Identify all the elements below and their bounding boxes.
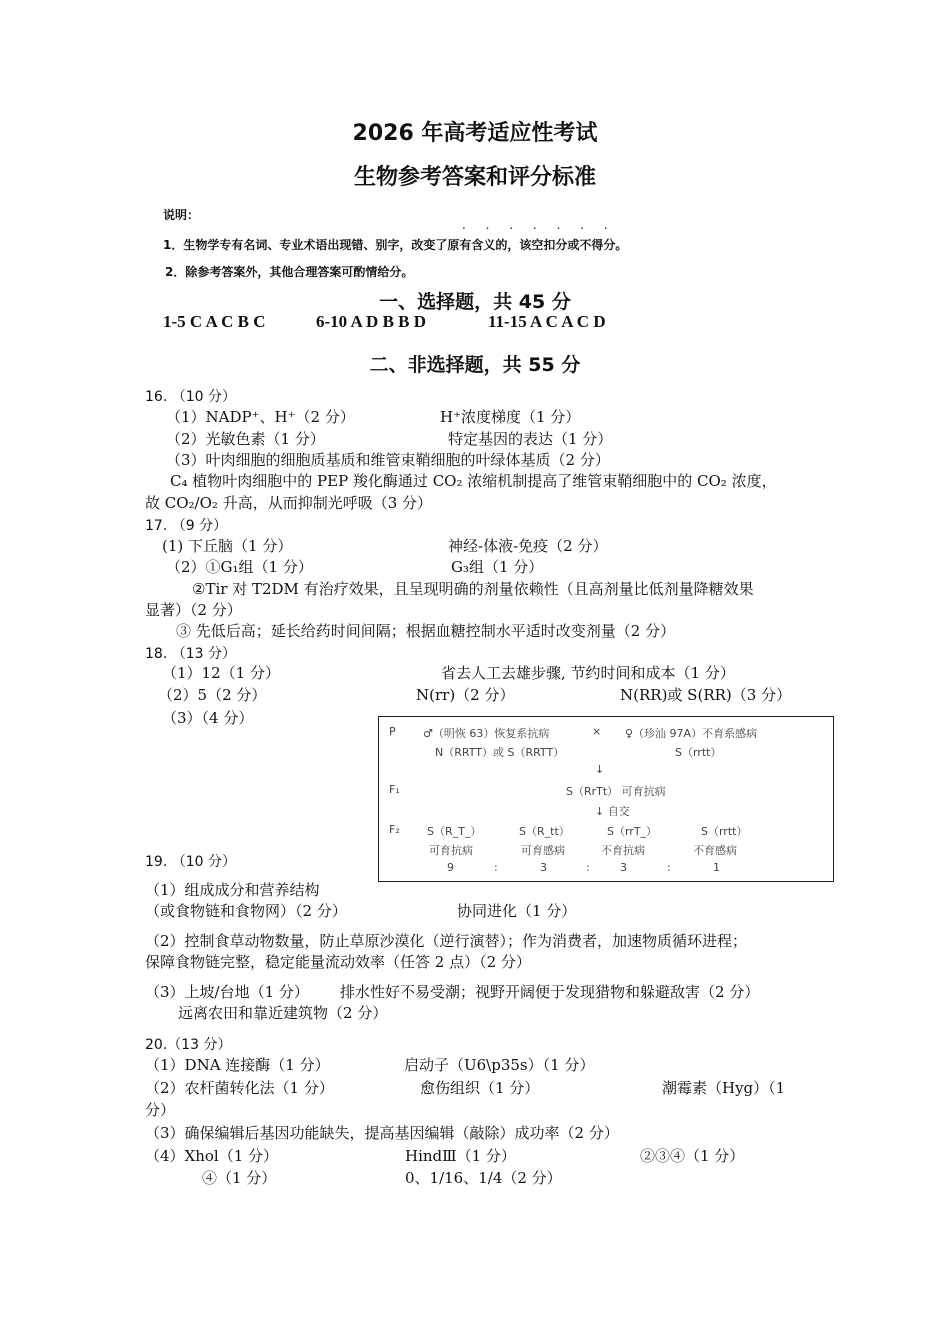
f2-genotype: S（rrT_） <box>607 825 658 838</box>
f2-genotype: S（R_tt） <box>519 825 570 838</box>
cross-times-sign: × <box>592 725 602 738</box>
cross-f1-genotype: S（RrTt） 可育抗病 <box>566 785 666 798</box>
q17-answer-2b: G₃组（1 分） <box>451 558 544 576</box>
q20-answer-1a: （1）DNA 连接酶（1 分） <box>145 1056 330 1074</box>
q16-explanation-line1: C₄ 植物叶肉细胞中的 PEP 羧化酶通过 CO₂ 浓缩机制提高了维管束鞘细胞中的 CO₂ 浓度， <box>170 472 777 490</box>
note-1: 1．生物学专有名词、专业术语出现错、别字，改变了原有含义的，该空扣分或不得分。 <box>163 238 628 252</box>
q20-answer-4e: 0、1/16、1/4（2 分） <box>405 1169 562 1187</box>
q19-answer-2-line1: （2）控制食草动物数量，防止草原沙漠化（逆行演替）；作为消费者，加速物质循环进程； <box>145 932 748 950</box>
ratio-colon: : <box>494 861 498 874</box>
q20-answer-3: （3）确保编辑后基因功能缺失，提高基因编辑（敲除）成功率（2 分） <box>145 1124 619 1142</box>
q20-answer-4a: （4）Xhol（1 分） <box>145 1147 279 1165</box>
f2-ratio: 1 <box>713 861 720 874</box>
q16-answer-1b: H⁺浓度梯度（1 分） <box>440 408 581 426</box>
cross-p-label: P <box>389 725 396 738</box>
q17-answer-1b: 神经-体液-免疫（2 分） <box>448 537 608 555</box>
f2-ratio: 3 <box>620 861 627 874</box>
q19-answer-1b: （或食物链和食物网）（2 分） <box>145 902 347 920</box>
q20-answer-2a: （2）农杆菌转化法（1 分） <box>145 1079 334 1097</box>
cross-male-parent: ♂（明恢 63）恢复系抗病 <box>423 727 550 740</box>
notes-heading: 说明： <box>163 208 200 222</box>
f2-genotype: S（R_T_） <box>427 825 482 838</box>
q20-answer-4d: ④（1 分） <box>202 1169 277 1187</box>
q18-answer-2c: N(RR)或 S(RR)（3 分） <box>620 686 792 704</box>
q19-header: 19. （10 分） <box>145 854 236 870</box>
q19-answer-3b: 排水性好不易受潮；视野开阔便于发现猎物和躲避敌害（2 分） <box>340 983 760 1001</box>
q16-answer-3: （3）叶肉细胞的细胞质基质和维管束鞘细胞的叶绿体基质（2 分） <box>166 451 610 469</box>
q18-header: 18. （13 分） <box>145 646 236 662</box>
q19-answer-3a: （3）上坡/台地（1 分） <box>145 983 309 1001</box>
section-2-heading: 二、非选择题，共 55 分 <box>369 354 581 376</box>
q20-answer-1b: 启动子（U6\p35s）（1 分） <box>404 1056 595 1074</box>
q16-explanation-line2: 故 CO₂/O₂ 升高，从而抑制光呼吸（3 分） <box>145 494 433 512</box>
f2-phenotype: 可育抗病 <box>429 844 473 857</box>
q17-answer-2c-line2: 显著）（2 分） <box>145 601 242 619</box>
genetic-cross-diagram <box>378 716 834 882</box>
page-subtitle: 生物参考答案和评分标准 <box>353 165 596 190</box>
q17-answer-2d: ③ 先低后高；延长给药时间间隔；根据血糖控制水平适时改变剂量（2 分） <box>176 622 676 640</box>
section-1-heading: 一、选择题，共 45 分 <box>379 291 571 313</box>
q16-header: 16. （10 分） <box>145 389 236 405</box>
ratio-colon: : <box>667 861 671 874</box>
cross-f2-label: F₂ <box>389 823 400 836</box>
q18-answer-1b: 省去人工去雄步骤, 节约时间和成本（1 分） <box>441 664 735 682</box>
ratio-colon: : <box>586 861 590 874</box>
q16-answer-2b: 特定基因的表达（1 分） <box>448 430 613 448</box>
q20-header: 20.（13 分） <box>145 1037 232 1053</box>
cross-arrow-down: ↓ <box>595 763 605 776</box>
q18-answer-2b: N(rr)（2 分） <box>416 686 515 704</box>
f2-ratio: 9 <box>447 861 454 874</box>
q20-answer-4b: HindⅢ（1 分） <box>405 1147 516 1165</box>
q20-answer-2d: 分） <box>145 1101 176 1119</box>
q19-answer-3c: 远离农田和靠近建筑物（2 分） <box>178 1004 388 1022</box>
q17-answer-1a: (1) 下丘脑（1 分） <box>162 537 293 555</box>
q20-answer-2c: 潮霉素（Hyg）（1 <box>662 1079 786 1097</box>
q20-answer-2b: 愈伤组织（1 分） <box>420 1079 540 1097</box>
note-2: 2．除参考答案外，其他合理答案可酌情给分。 <box>165 265 414 279</box>
page-title: 2026 年高考适应性考试 <box>352 121 598 146</box>
q17-header: 17. （9 分） <box>145 518 228 534</box>
cross-female-parent: ♀（珍汕 97A）不育系感病 <box>625 727 758 740</box>
emphasis-dots: . . . . . . . <box>462 218 616 232</box>
q16-answer-2a: （2）光敏色素（1 分） <box>166 430 325 448</box>
q20-answer-4c: ②③④（1 分） <box>640 1147 745 1165</box>
q18-answer-1a: （1）12（1 分） <box>162 664 280 682</box>
q19-answer-1c: 协同进化（1 分） <box>457 902 577 920</box>
cross-f1-label: F₁ <box>389 783 400 796</box>
f2-genotype: S（rrtt） <box>701 825 748 838</box>
q19-answer-2-line2: 保障食物链完整，稳定能量流动效率（任答 2 点）（2 分） <box>145 953 531 971</box>
f2-phenotype: 不育感病 <box>693 844 737 857</box>
mcq-answers-6-10: 6-10 A D B B D <box>316 312 427 331</box>
q18-answer-3: （3）（4 分） <box>162 709 254 727</box>
q19-answer-1a: （1）组成成分和营养结构 <box>145 881 320 899</box>
f2-phenotype: 不育抗病 <box>601 844 645 857</box>
mcq-answers-1-5: 1-5 C A C B C <box>163 312 266 331</box>
f2-ratio: 3 <box>540 861 547 874</box>
f2-phenotype: 可育感病 <box>521 844 565 857</box>
cross-female-genotype: S（rrtt） <box>675 746 722 759</box>
mcq-answers-11-15: 11-15 A C A C D <box>488 312 606 331</box>
q18-answer-2a: （2）5（2 分） <box>158 686 267 704</box>
q17-answer-2a: （2）①G₁组（1 分） <box>166 558 313 576</box>
cross-selfing-arrow: ↓ 自交 <box>595 805 630 818</box>
cross-male-genotype: N（RRTT）或 S（RRTT） <box>435 746 565 759</box>
q17-answer-2c-line1: ②Tir 对 T2DM 有治疗效果，且呈现明确的剂量依赖性（且高剂量比低剂量降糖效果 <box>192 580 754 598</box>
q16-answer-1a: （1）NADP⁺、H⁺（2 分） <box>166 408 355 426</box>
